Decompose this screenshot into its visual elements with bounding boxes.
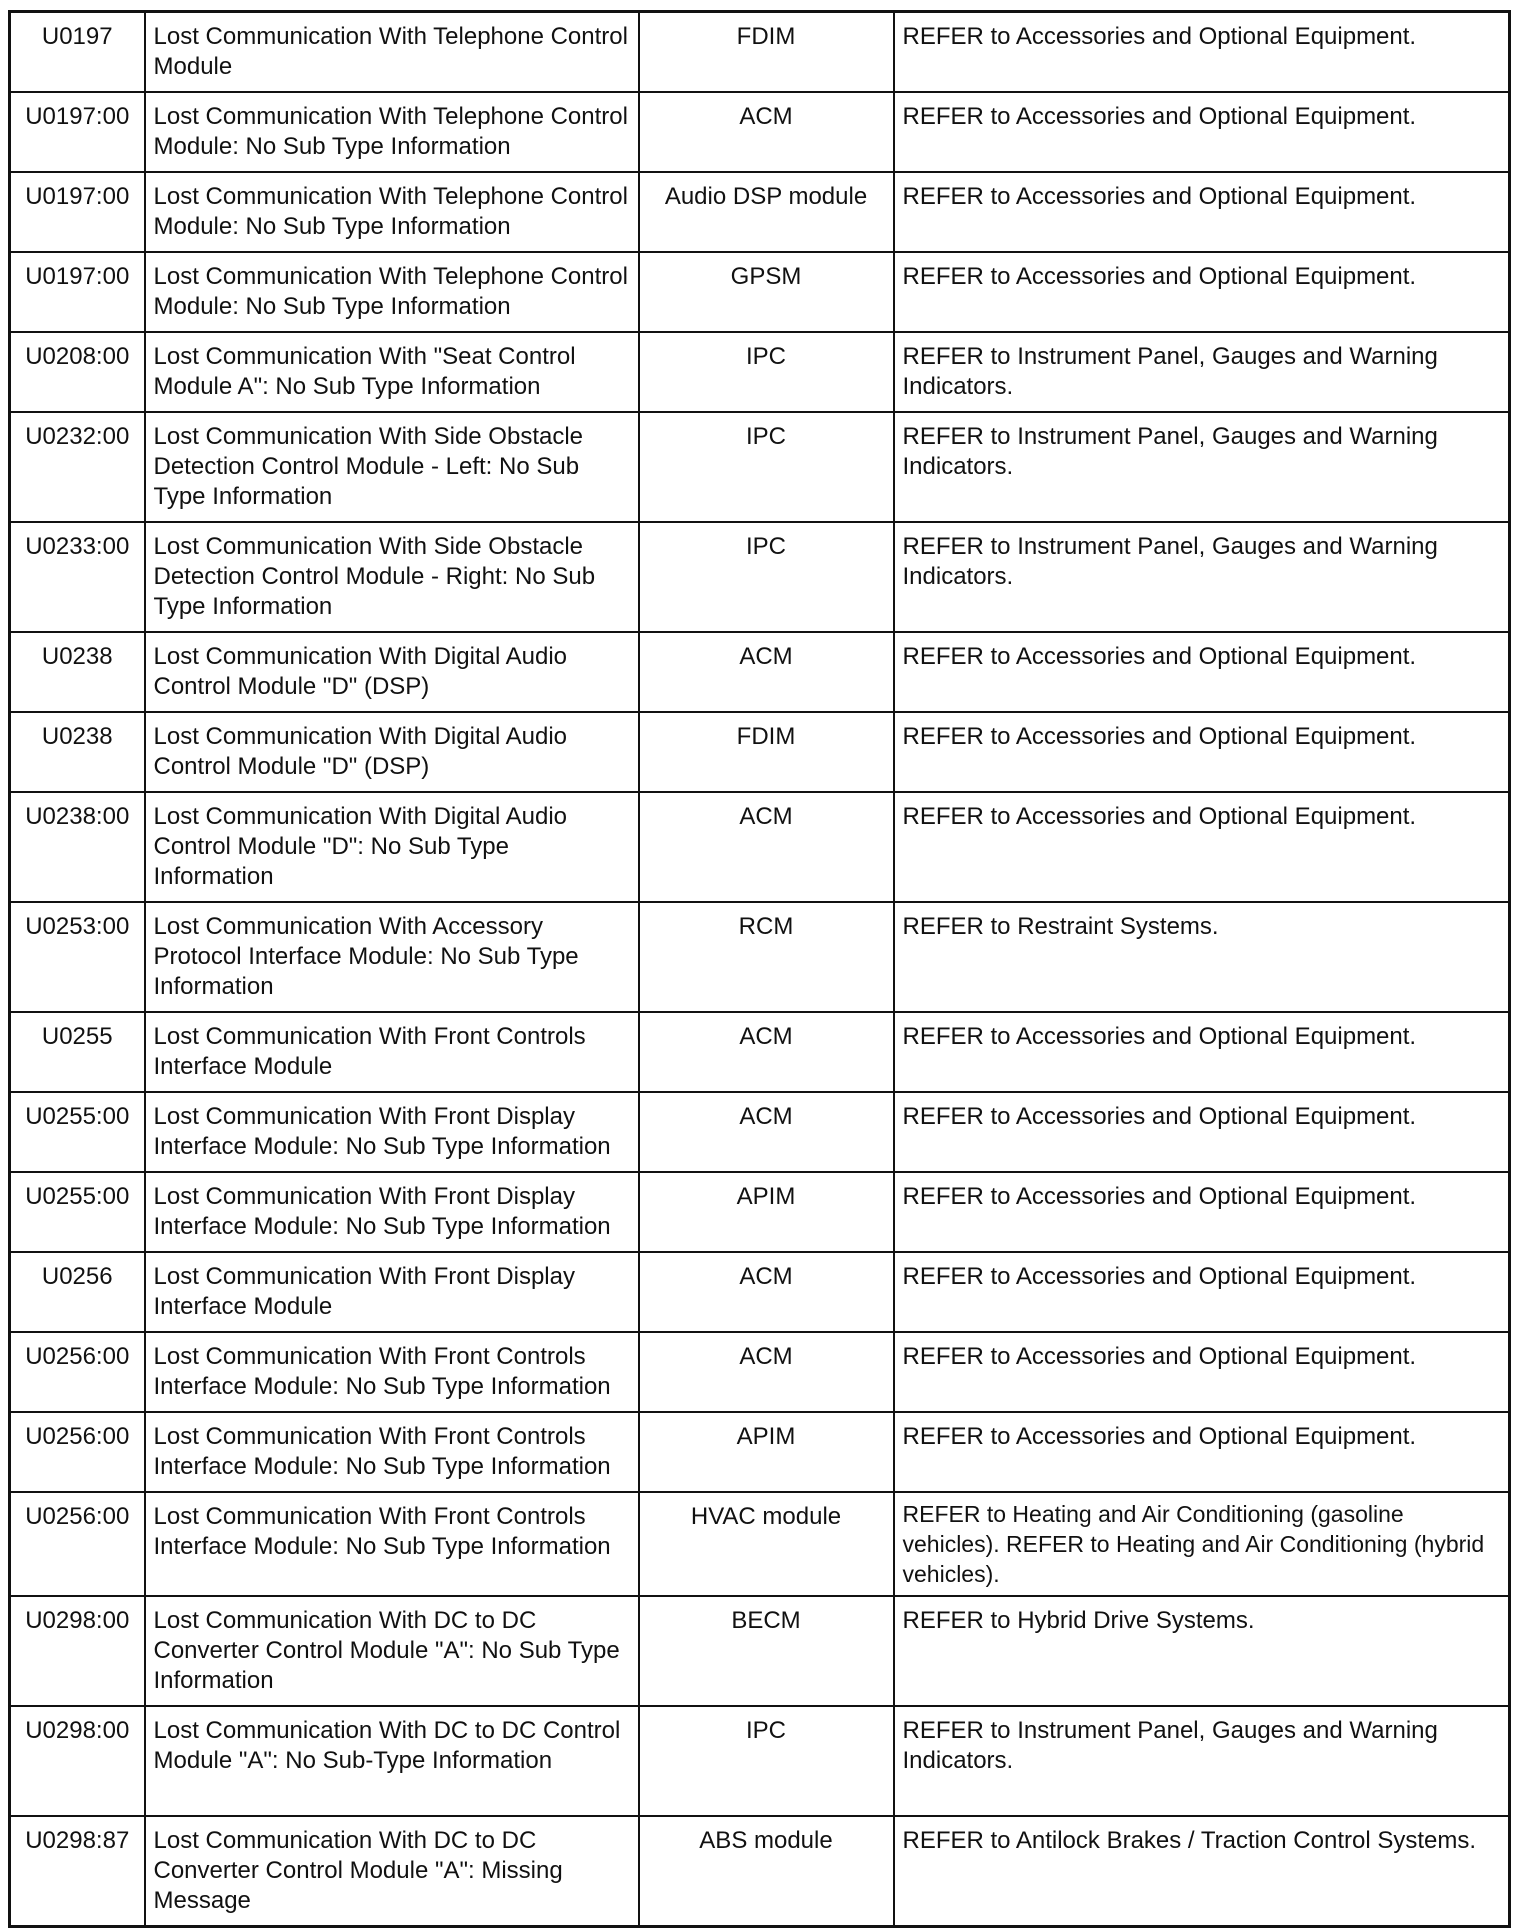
table-row [10, 632, 1510, 712]
dtc-module: ACM [639, 92, 894, 172]
dtc-code: U0197 [10, 12, 145, 93]
table-row [10, 1092, 1510, 1172]
dtc-code: U0197:00 [10, 172, 145, 252]
dtc-action: REFER to Instrument Panel, Gauges and Warning Indicators. [894, 522, 1510, 632]
dtc-action: REFER to Accessories and Optional Equipment. [894, 1332, 1510, 1412]
dtc-code: U0208:00 [10, 332, 145, 412]
dtc-code: U0255:00 [10, 1092, 145, 1172]
dtc-description: Lost Communication With DC to DC Converter Control Module "A": Missing Message [145, 1816, 639, 1927]
dtc-code: U0256:00 [10, 1332, 145, 1412]
table-row [10, 1412, 1510, 1492]
dtc-module: IPC [639, 1706, 894, 1816]
dtc-module: BECM [639, 1596, 894, 1706]
dtc-action: REFER to Instrument Panel, Gauges and Warning Indicators. [894, 332, 1510, 412]
dtc-description: Lost Communication With "Seat Control Module A": No Sub Type Information [145, 332, 639, 412]
dtc-description: Lost Communication With Side Obstacle Detection Control Module - Right: No Sub Type Information [145, 522, 639, 632]
dtc-module: IPC [639, 332, 894, 412]
table-row [10, 1492, 1510, 1596]
dtc-description: Lost Communication With DC to DC Converter Control Module "A": No Sub Type Information [145, 1596, 639, 1706]
dtc-description: Lost Communication With Front Display Interface Module: No Sub Type Information [145, 1092, 639, 1172]
dtc-action: REFER to Accessories and Optional Equipment. [894, 792, 1510, 902]
table-row [10, 522, 1510, 632]
dtc-description: Lost Communication With Digital Audio Control Module "D": No Sub Type Information [145, 792, 639, 902]
table-row [10, 902, 1510, 1012]
table-row [10, 252, 1510, 332]
dtc-action: REFER to Accessories and Optional Equipment. [894, 1412, 1510, 1492]
dtc-code: U0255:00 [10, 1172, 145, 1252]
dtc-action: REFER to Heating and Air Conditioning (gasoline vehicles). REFER to Heating and Air Conditioning (hybrid vehicles). [894, 1492, 1510, 1596]
dtc-code: U0256:00 [10, 1492, 145, 1596]
dtc-description: Lost Communication With Accessory Protocol Interface Module: No Sub Type Information [145, 902, 639, 1012]
dtc-table [8, 10, 1511, 1928]
dtc-description: Lost Communication With Front Display Interface Module [145, 1252, 639, 1332]
dtc-action: REFER to Instrument Panel, Gauges and Warning Indicators. [894, 412, 1510, 522]
dtc-module: APIM [639, 1172, 894, 1252]
dtc-code: U0298:00 [10, 1706, 145, 1816]
dtc-action: REFER to Accessories and Optional Equipment. [894, 12, 1510, 93]
dtc-action: REFER to Accessories and Optional Equipment. [894, 632, 1510, 712]
dtc-description: Lost Communication With Front Display Interface Module: No Sub Type Information [145, 1172, 639, 1252]
dtc-description: Lost Communication With Telephone Control Module: No Sub Type Information [145, 172, 639, 252]
dtc-action: REFER to Restraint Systems. [894, 902, 1510, 1012]
dtc-description: Lost Communication With Side Obstacle Detection Control Module - Left: No Sub Type Information [145, 412, 639, 522]
dtc-action: REFER to Accessories and Optional Equipment. [894, 1092, 1510, 1172]
dtc-module: GPSM [639, 252, 894, 332]
dtc-code: U0298:00 [10, 1596, 145, 1706]
dtc-module: IPC [639, 522, 894, 632]
table-row [10, 332, 1510, 412]
dtc-action: REFER to Accessories and Optional Equipment. [894, 252, 1510, 332]
dtc-code: U0238 [10, 712, 145, 792]
dtc-action: REFER to Hybrid Drive Systems. [894, 1596, 1510, 1706]
dtc-code: U0255 [10, 1012, 145, 1092]
dtc-module: FDIM [639, 12, 894, 93]
dtc-module: ACM [639, 1092, 894, 1172]
dtc-action: REFER to Accessories and Optional Equipment. [894, 712, 1510, 792]
dtc-code: U0197:00 [10, 92, 145, 172]
dtc-description: Lost Communication With DC to DC Control Module "A": No Sub-Type Information [145, 1706, 639, 1816]
dtc-description: Lost Communication With Front Controls Interface Module: No Sub Type Information [145, 1332, 639, 1412]
dtc-module: ACM [639, 632, 894, 712]
dtc-description: Lost Communication With Telephone Control Module: No Sub Type Information [145, 252, 639, 332]
dtc-code: U0253:00 [10, 902, 145, 1012]
table-row [10, 172, 1510, 252]
dtc-description: Lost Communication With Digital Audio Control Module "D" (DSP) [145, 632, 639, 712]
dtc-action: REFER to Antilock Brakes / Traction Control Systems. [894, 1816, 1510, 1927]
dtc-module: ACM [639, 1252, 894, 1332]
dtc-code: U0233:00 [10, 522, 145, 632]
dtc-action: REFER to Accessories and Optional Equipment. [894, 172, 1510, 252]
dtc-description: Lost Communication With Telephone Control Module: No Sub Type Information [145, 92, 639, 172]
dtc-module: FDIM [639, 712, 894, 792]
dtc-action: REFER to Accessories and Optional Equipment. [894, 1252, 1510, 1332]
dtc-description: Lost Communication With Telephone Control Module [145, 12, 639, 93]
table-row [10, 12, 1510, 93]
table-row [10, 1252, 1510, 1332]
dtc-action: REFER to Accessories and Optional Equipment. [894, 1012, 1510, 1092]
dtc-module: HVAC module [639, 1492, 894, 1596]
dtc-module: RCM [639, 902, 894, 1012]
dtc-module: IPC [639, 412, 894, 522]
dtc-module: ABS module [639, 1816, 894, 1927]
dtc-code: U0238:00 [10, 792, 145, 902]
dtc-action: REFER to Accessories and Optional Equipment. [894, 92, 1510, 172]
dtc-module: ACM [639, 1332, 894, 1412]
dtc-description: Lost Communication With Front Controls Interface Module [145, 1012, 639, 1092]
dtc-module: Audio DSP module [639, 172, 894, 252]
dtc-description: Lost Communication With Front Controls Interface Module: No Sub Type Information [145, 1412, 639, 1492]
dtc-module: APIM [639, 1412, 894, 1492]
dtc-action: REFER to Accessories and Optional Equipment. [894, 1172, 1510, 1252]
dtc-action: REFER to Instrument Panel, Gauges and Warning Indicators. [894, 1706, 1510, 1816]
dtc-code: U0232:00 [10, 412, 145, 522]
dtc-code: U0197:00 [10, 252, 145, 332]
dtc-code: U0298:87 [10, 1816, 145, 1927]
dtc-module: ACM [639, 1012, 894, 1092]
table-row [10, 1596, 1510, 1706]
dtc-description: Lost Communication With Front Controls Interface Module: No Sub Type Information [145, 1492, 639, 1596]
table-row [10, 1816, 1510, 1927]
table-row [10, 1332, 1510, 1412]
table-row [10, 1706, 1510, 1816]
dtc-code: U0256 [10, 1252, 145, 1332]
dtc-description: Lost Communication With Digital Audio Control Module "D" (DSP) [145, 712, 639, 792]
dtc-module: ACM [639, 792, 894, 902]
table-row [10, 92, 1510, 172]
table-row [10, 1012, 1510, 1092]
dtc-code: U0238 [10, 632, 145, 712]
table-row [10, 712, 1510, 792]
dtc-code: U0256:00 [10, 1412, 145, 1492]
table-row [10, 1172, 1510, 1252]
table-row [10, 412, 1510, 522]
table-row [10, 792, 1510, 902]
